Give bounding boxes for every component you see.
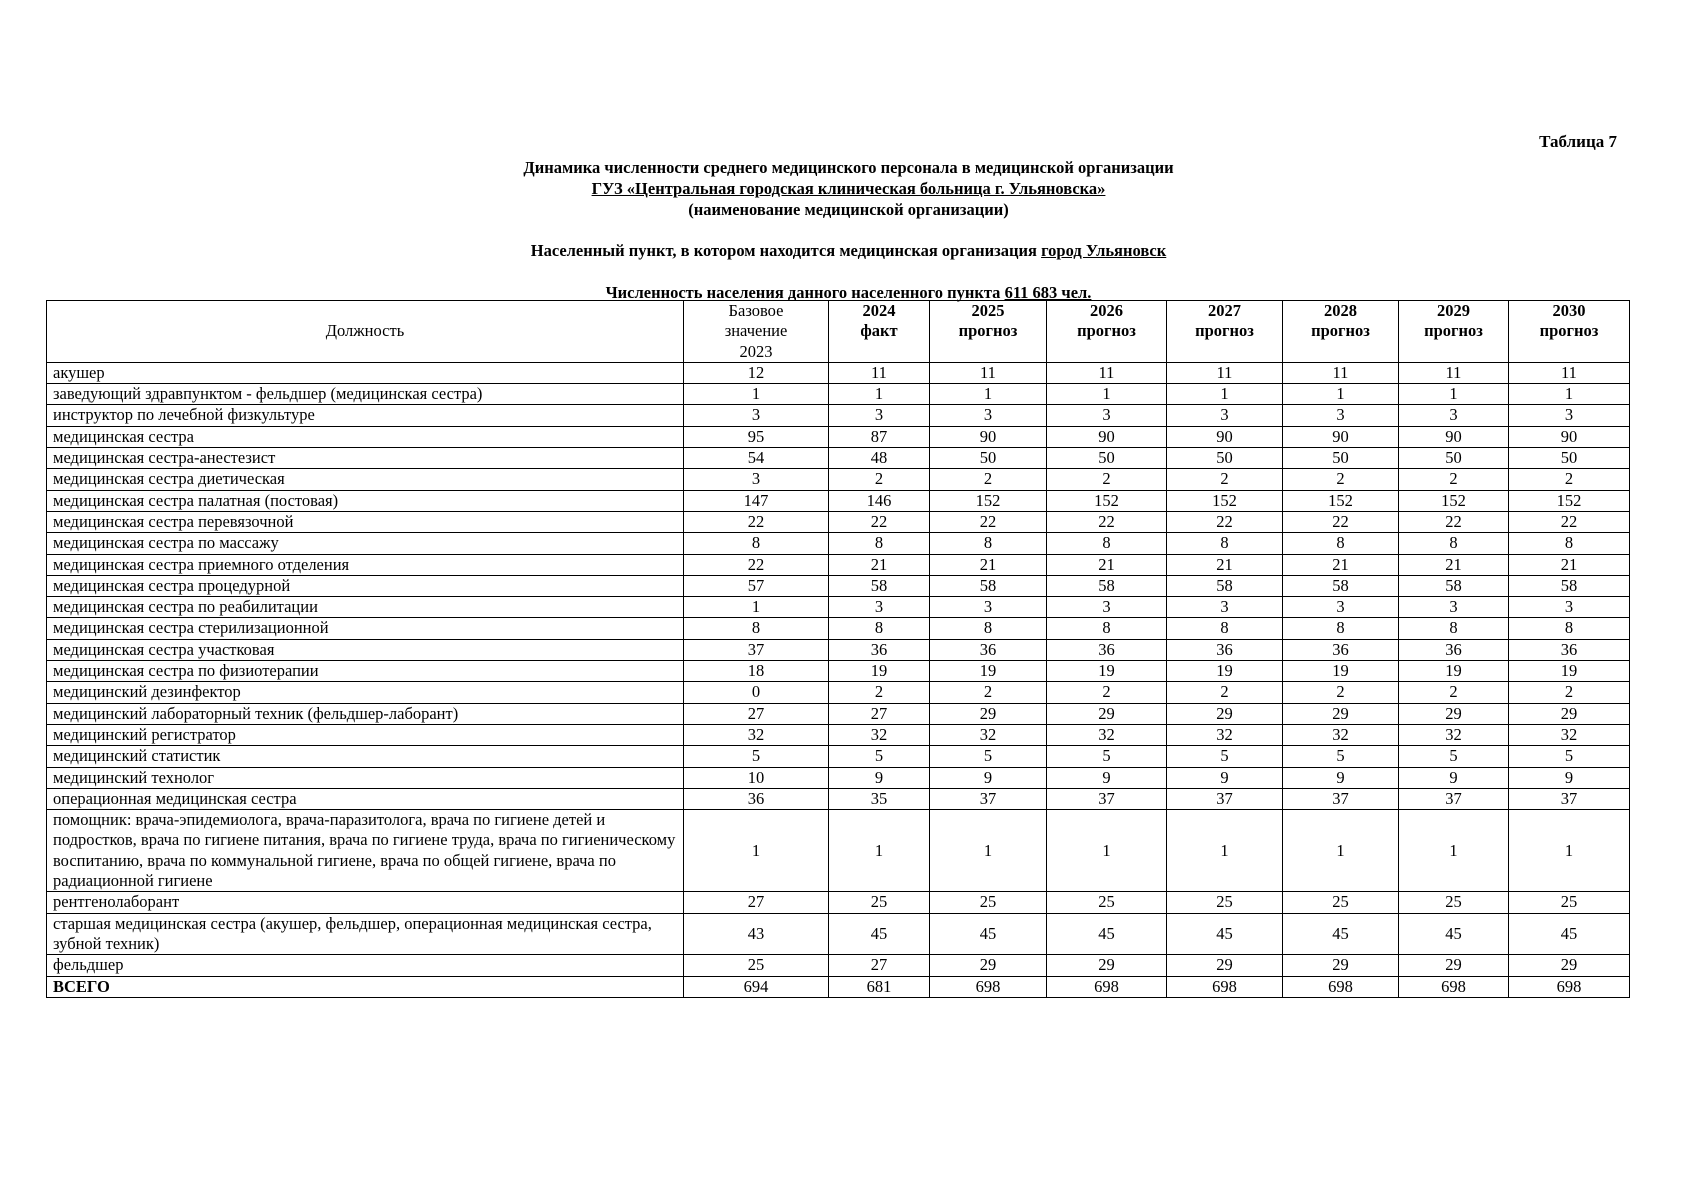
staff-count: 27 <box>684 892 829 913</box>
position-name: медицинская сестра по реабилитации <box>47 597 684 618</box>
staff-count: 1 <box>930 810 1047 892</box>
column-header-year <box>1399 301 1509 363</box>
table-row <box>47 618 1630 639</box>
staff-count: 27 <box>684 703 829 724</box>
total-value: 698 <box>930 976 1047 997</box>
staff-count: 27 <box>829 703 930 724</box>
staff-count: 37 <box>1167 788 1283 809</box>
staff-count: 9 <box>1047 767 1167 788</box>
staff-count: 58 <box>1399 575 1509 596</box>
column-header-position: Должность <box>47 301 684 363</box>
staff-count: 9 <box>1509 767 1630 788</box>
staff-count: 3 <box>1399 597 1509 618</box>
staff-count: 21 <box>1047 554 1167 575</box>
position-name: медицинская сестра приемного отделения <box>47 554 684 575</box>
staff-count: 3 <box>1283 405 1399 426</box>
staff-count: 50 <box>930 448 1047 469</box>
staff-count: 25 <box>684 955 829 976</box>
staff-count: 152 <box>1167 490 1283 511</box>
staff-count: 8 <box>1283 533 1399 554</box>
position-name: операционная медицинская сестра <box>47 788 684 809</box>
staff-count: 3 <box>829 405 930 426</box>
staff-count: 32 <box>1283 724 1399 745</box>
table-row <box>47 703 1630 724</box>
total-value: 681 <box>829 976 930 997</box>
staff-count: 37 <box>684 639 829 660</box>
staff-count: 37 <box>1047 788 1167 809</box>
staff-count: 152 <box>1047 490 1167 511</box>
table-row <box>47 469 1630 490</box>
staff-count: 2 <box>1167 682 1283 703</box>
year-label: 2029 <box>1437 301 1470 320</box>
staff-count: 36 <box>829 639 930 660</box>
staff-count: 25 <box>1047 892 1167 913</box>
position-name: акушер <box>47 362 684 383</box>
staff-count: 22 <box>829 511 930 532</box>
staff-count: 32 <box>1509 724 1630 745</box>
staff-count: 3 <box>1399 405 1509 426</box>
staff-count: 57 <box>684 575 829 596</box>
table-number: Таблица 7 <box>1539 132 1617 151</box>
table-row <box>47 362 1630 383</box>
staff-count: 8 <box>1283 618 1399 639</box>
staff-count: 21 <box>1167 554 1283 575</box>
staff-count: 90 <box>1283 426 1399 447</box>
total-value: 698 <box>1509 976 1630 997</box>
staff-count: 9 <box>1283 767 1399 788</box>
staff-count: 36 <box>1399 639 1509 660</box>
staff-count: 45 <box>829 913 930 955</box>
staff-count: 58 <box>1167 575 1283 596</box>
staff-count: 147 <box>684 490 829 511</box>
table-row <box>47 575 1630 596</box>
population-label: Численность населения данного населенного пункта <box>605 283 1001 302</box>
staff-count: 45 <box>1047 913 1167 955</box>
total-value: 698 <box>1399 976 1509 997</box>
staff-count: 1 <box>684 597 829 618</box>
staff-count: 58 <box>1047 575 1167 596</box>
staff-count: 58 <box>829 575 930 596</box>
staff-count: 87 <box>829 426 930 447</box>
staff-count: 12 <box>684 362 829 383</box>
staff-count: 25 <box>1167 892 1283 913</box>
table-row <box>47 767 1630 788</box>
column-header-base <box>684 301 829 363</box>
staff-count: 45 <box>1283 913 1399 955</box>
staff-count: 152 <box>1283 490 1399 511</box>
staff-count: 8 <box>684 618 829 639</box>
table-row <box>47 788 1630 809</box>
locality-line <box>0 240 1697 261</box>
staff-count: 2 <box>829 469 930 490</box>
staff-count: 2 <box>1399 682 1509 703</box>
staff-count: 29 <box>1167 955 1283 976</box>
locality-value: город Ульяновск <box>1041 241 1167 260</box>
staff-count: 3 <box>684 469 829 490</box>
staff-count: 2 <box>1047 682 1167 703</box>
staff-count: 2 <box>1283 469 1399 490</box>
staff-count: 19 <box>1509 661 1630 682</box>
staff-count: 25 <box>1283 892 1399 913</box>
base-line-2: значение <box>724 321 788 341</box>
staff-count: 3 <box>1283 597 1399 618</box>
staff-count: 3 <box>1509 597 1630 618</box>
staff-count: 1 <box>1283 810 1399 892</box>
staff-count: 50 <box>1399 448 1509 469</box>
staff-count: 22 <box>684 511 829 532</box>
staff-count: 11 <box>930 362 1047 383</box>
position-name: фельдшер <box>47 955 684 976</box>
staff-count: 1 <box>1509 384 1630 405</box>
staff-count: 11 <box>1399 362 1509 383</box>
position-name: рентгенолаборант <box>47 892 684 913</box>
staff-count: 25 <box>1509 892 1630 913</box>
staff-count: 1 <box>1399 810 1509 892</box>
staff-count: 58 <box>1283 575 1399 596</box>
staff-count: 2 <box>1047 469 1167 490</box>
staff-count: 8 <box>829 618 930 639</box>
staff-count: 0 <box>684 682 829 703</box>
position-name: медицинская сестра по физиотерапии <box>47 661 684 682</box>
position-name: инструктор по лечебной физкультуре <box>47 405 684 426</box>
staff-count: 8 <box>930 533 1047 554</box>
staff-count: 2 <box>1509 469 1630 490</box>
staff-count: 8 <box>1047 533 1167 554</box>
table-row <box>47 913 1630 955</box>
staff-count: 9 <box>930 767 1047 788</box>
year-kind: факт <box>860 321 898 341</box>
position-name: медицинская сестра участковая <box>47 639 684 660</box>
staff-count: 11 <box>829 362 930 383</box>
staff-count: 45 <box>1167 913 1283 955</box>
staff-count: 9 <box>1167 767 1283 788</box>
staff-count: 8 <box>1167 533 1283 554</box>
staff-count: 29 <box>1047 703 1167 724</box>
staff-count: 50 <box>1509 448 1630 469</box>
staff-count: 90 <box>930 426 1047 447</box>
staff-count: 1 <box>930 384 1047 405</box>
staff-count: 29 <box>1167 703 1283 724</box>
table-row <box>47 426 1630 447</box>
staff-count: 45 <box>930 913 1047 955</box>
staff-count: 3 <box>930 597 1047 618</box>
column-header-year <box>1283 301 1399 363</box>
staff-count: 21 <box>1399 554 1509 575</box>
staff-count: 50 <box>1283 448 1399 469</box>
staff-count: 5 <box>1399 746 1509 767</box>
staff-count: 45 <box>1509 913 1630 955</box>
organization-name: ГУЗ «Центральная городская клиническая больница г. Ульяновска» <box>591 179 1106 198</box>
staff-count: 21 <box>930 554 1047 575</box>
staff-count: 5 <box>1509 746 1630 767</box>
staff-count: 5 <box>684 746 829 767</box>
staff-count: 2 <box>1283 682 1399 703</box>
table-row <box>47 661 1630 682</box>
base-line-1: Базовое <box>728 301 784 320</box>
table-body <box>47 362 1630 997</box>
column-header-year <box>1047 301 1167 363</box>
staff-count: 152 <box>1509 490 1630 511</box>
position-name: медицинская сестра палатная (постовая) <box>47 490 684 511</box>
table-row <box>47 597 1630 618</box>
staff-count: 50 <box>1167 448 1283 469</box>
staff-count: 8 <box>1399 618 1509 639</box>
staff-count: 9 <box>1399 767 1509 788</box>
staff-count: 29 <box>1047 955 1167 976</box>
staff-count: 43 <box>684 913 829 955</box>
staff-count: 5 <box>930 746 1047 767</box>
year-label: 2025 <box>971 301 1005 320</box>
position-name: медицинская сестра по массажу <box>47 533 684 554</box>
staff-count: 2 <box>930 682 1047 703</box>
year-label: 2030 <box>1552 301 1586 320</box>
total-value: 698 <box>1283 976 1399 997</box>
staff-count: 36 <box>1509 639 1630 660</box>
position-name: медицинский лабораторный техник (фельдшер-лаборант) <box>47 703 684 724</box>
position-name: медицинский статистик <box>47 746 684 767</box>
staff-count: 3 <box>930 405 1047 426</box>
staff-count: 50 <box>1047 448 1167 469</box>
total-label: ВСЕГО <box>47 976 684 997</box>
staff-count: 22 <box>1283 511 1399 532</box>
organization-note: (наименование медицинской организации) <box>688 200 1009 219</box>
table-row <box>47 554 1630 575</box>
staff-count: 90 <box>1047 426 1167 447</box>
staff-count: 32 <box>1399 724 1509 745</box>
staff-count: 22 <box>684 554 829 575</box>
staff-count: 21 <box>1283 554 1399 575</box>
staff-count: 8 <box>1509 533 1630 554</box>
year-kind: прогноз <box>1311 321 1370 341</box>
staff-count: 3 <box>1047 597 1167 618</box>
staff-count: 19 <box>1283 661 1399 682</box>
staff-count: 1 <box>684 384 829 405</box>
staff-count: 11 <box>1283 362 1399 383</box>
table-row <box>47 892 1630 913</box>
staff-count: 19 <box>1399 661 1509 682</box>
total-value: 698 <box>1167 976 1283 997</box>
staff-count: 146 <box>829 490 930 511</box>
staff-count: 2 <box>1399 469 1509 490</box>
staff-count: 1 <box>829 384 930 405</box>
staff-count: 29 <box>1399 703 1509 724</box>
staff-count: 48 <box>829 448 930 469</box>
year-kind: прогноз <box>1195 321 1254 341</box>
staff-count: 29 <box>1283 955 1399 976</box>
total-value: 694 <box>684 976 829 997</box>
staff-count: 37 <box>930 788 1047 809</box>
staff-count: 25 <box>930 892 1047 913</box>
staff-count: 36 <box>1167 639 1283 660</box>
staff-count: 36 <box>684 788 829 809</box>
position-name: медицинская сестра <box>47 426 684 447</box>
staff-count: 18 <box>684 661 829 682</box>
staff-count: 19 <box>1047 661 1167 682</box>
staff-count: 8 <box>684 533 829 554</box>
staff-count: 1 <box>1167 384 1283 405</box>
year-label: 2024 <box>862 301 896 320</box>
staff-dynamics-table <box>46 300 1630 998</box>
staff-count: 95 <box>684 426 829 447</box>
staff-count: 36 <box>1047 639 1167 660</box>
table-row <box>47 511 1630 532</box>
position-name: медицинский дезинфектор <box>47 682 684 703</box>
staff-count: 5 <box>1047 746 1167 767</box>
staff-count: 29 <box>1283 703 1399 724</box>
year-kind: прогноз <box>1077 321 1136 341</box>
column-header-year <box>930 301 1047 363</box>
staff-count: 2 <box>1509 682 1630 703</box>
staff-count: 19 <box>829 661 930 682</box>
staff-count: 5 <box>1167 746 1283 767</box>
staff-count: 37 <box>1283 788 1399 809</box>
staff-count: 1 <box>1047 384 1167 405</box>
position-name: медицинский технолог <box>47 767 684 788</box>
staff-count: 3 <box>1167 405 1283 426</box>
position-name: медицинская сестра перевязочной <box>47 511 684 532</box>
staff-count: 2 <box>829 682 930 703</box>
staff-count: 90 <box>1399 426 1509 447</box>
staff-count: 25 <box>829 892 930 913</box>
staff-count: 11 <box>1167 362 1283 383</box>
staff-count: 32 <box>930 724 1047 745</box>
year-kind: прогноз <box>1424 321 1483 341</box>
position-name: медицинская сестра-анестезист <box>47 448 684 469</box>
position-name: медицинский регистратор <box>47 724 684 745</box>
population-value: 611 683 чел. <box>1004 283 1092 302</box>
header-row <box>47 301 1630 363</box>
staff-count: 32 <box>829 724 930 745</box>
table-row <box>47 405 1630 426</box>
staff-count: 45 <box>1399 913 1509 955</box>
staff-count: 3 <box>1167 597 1283 618</box>
staff-count: 90 <box>1509 426 1630 447</box>
year-label: 2026 <box>1090 301 1123 320</box>
staff-count: 9 <box>829 767 930 788</box>
staff-count: 5 <box>829 746 930 767</box>
position-name: старшая медицинская сестра (акушер, фельдшер, операционная медицинская сестра, зубной техник) <box>47 913 684 955</box>
staff-count: 22 <box>1399 511 1509 532</box>
year-kind: прогноз <box>1539 321 1599 341</box>
total-row <box>47 976 1630 997</box>
staff-count: 1 <box>1399 384 1509 405</box>
staff-count: 1 <box>1283 384 1399 405</box>
staff-count: 1 <box>1047 810 1167 892</box>
document-header <box>0 157 1697 220</box>
table-row <box>47 955 1630 976</box>
position-name: медицинская сестра стерилизационной <box>47 618 684 639</box>
table-row <box>47 682 1630 703</box>
staff-count: 27 <box>829 955 930 976</box>
base-line-3: 2023 <box>739 341 773 361</box>
position-name: заведующий здравпунктом - фельдшер (медицинская сестра) <box>47 384 684 405</box>
staff-count: 11 <box>1509 362 1630 383</box>
staff-count: 32 <box>684 724 829 745</box>
staff-count: 19 <box>930 661 1047 682</box>
staff-count: 2 <box>930 469 1047 490</box>
staff-count: 37 <box>1399 788 1509 809</box>
staff-count: 8 <box>930 618 1047 639</box>
staff-count: 8 <box>1399 533 1509 554</box>
table-row <box>47 533 1630 554</box>
staff-count: 29 <box>930 703 1047 724</box>
column-header-year <box>1509 301 1630 363</box>
staff-count: 29 <box>1509 955 1630 976</box>
column-header-year <box>829 301 930 363</box>
position-name: медицинская сестра диетическая <box>47 469 684 490</box>
staff-count: 32 <box>1047 724 1167 745</box>
staff-count: 5 <box>1283 746 1399 767</box>
year-label: 2028 <box>1324 301 1357 320</box>
staff-count: 152 <box>1399 490 1509 511</box>
staff-count: 25 <box>1399 892 1509 913</box>
staff-count: 3 <box>684 405 829 426</box>
staff-count: 2 <box>1167 469 1283 490</box>
staff-count: 3 <box>1509 405 1630 426</box>
staff-count: 1 <box>1167 810 1283 892</box>
table-row <box>47 810 1630 892</box>
staff-count: 1 <box>684 810 829 892</box>
locality-label: Населенный пункт, в котором находится медицинская организация <box>530 241 1037 260</box>
staff-count: 8 <box>1047 618 1167 639</box>
year-label: 2027 <box>1208 301 1241 320</box>
staff-count: 11 <box>1047 362 1167 383</box>
staff-count: 22 <box>1167 511 1283 532</box>
staff-count: 3 <box>1047 405 1167 426</box>
staff-count: 54 <box>684 448 829 469</box>
table-row <box>47 639 1630 660</box>
staff-count: 3 <box>829 597 930 618</box>
staff-count: 21 <box>829 554 930 575</box>
table-row <box>47 746 1630 767</box>
staff-count: 36 <box>930 639 1047 660</box>
staff-count: 22 <box>1047 511 1167 532</box>
staff-count: 32 <box>1167 724 1283 745</box>
staff-count: 29 <box>1399 955 1509 976</box>
staff-count: 36 <box>1283 639 1399 660</box>
staff-count: 22 <box>930 511 1047 532</box>
position-name: помощник: врача-эпидемиолога, врача-паразитолога, врача по гигиене детей и подростков, врача по гигиене питания, врача по гигиене труда, врача по гигиеническому воспитанию, врача по коммунальной гигиене, врача по общей гигиене, врача по радиационной гигиене <box>47 810 684 892</box>
staff-count: 8 <box>1167 618 1283 639</box>
staff-count: 8 <box>829 533 930 554</box>
staff-count: 8 <box>1509 618 1630 639</box>
position-name: медицинская сестра процедурной <box>47 575 684 596</box>
staff-count: 10 <box>684 767 829 788</box>
staff-count: 152 <box>930 490 1047 511</box>
year-kind: прогноз <box>958 321 1018 341</box>
staff-count: 90 <box>1167 426 1283 447</box>
staff-count: 22 <box>1509 511 1630 532</box>
staff-count: 29 <box>1509 703 1630 724</box>
staff-count: 21 <box>1509 554 1630 575</box>
staff-count: 58 <box>930 575 1047 596</box>
table-row <box>47 384 1630 405</box>
staff-count: 37 <box>1509 788 1630 809</box>
staff-count: 1 <box>829 810 930 892</box>
staff-count: 19 <box>1167 661 1283 682</box>
staff-count: 29 <box>930 955 1047 976</box>
column-header-year <box>1167 301 1283 363</box>
title: Динамика численности среднего медицинского персонала в медицинской организации <box>523 158 1174 177</box>
staff-count: 58 <box>1509 575 1630 596</box>
table-row <box>47 448 1630 469</box>
table-row <box>47 490 1630 511</box>
total-value: 698 <box>1047 976 1167 997</box>
staff-count: 35 <box>829 788 930 809</box>
staff-count: 1 <box>1509 810 1630 892</box>
table-row <box>47 724 1630 745</box>
